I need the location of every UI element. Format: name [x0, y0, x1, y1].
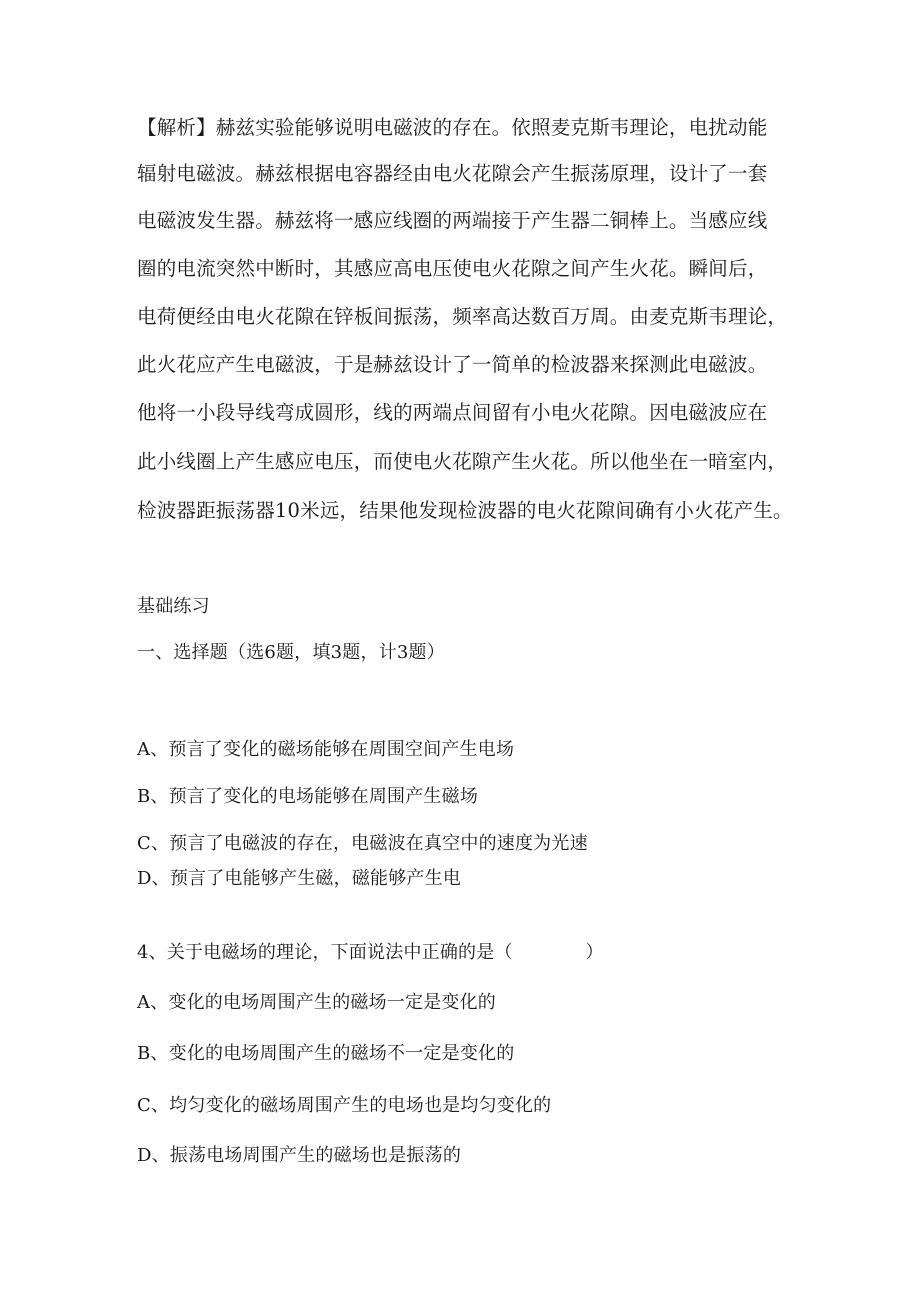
- option-d: D、预言了电能够产生磁，磁能够产生电: [137, 868, 462, 889]
- question4-stem: 4、关于电磁场的理论，下面说法中正确的是（ ）: [137, 942, 604, 963]
- analysis-line: 他将一小段导线弯成圆形，线的两端点间留有小电火花隙。因电磁波应在: [137, 401, 768, 424]
- section-subtitle: 一、选择题（选6题，填3题，计3题）: [137, 642, 445, 663]
- analysis-line: 此小线圈上产生感应电压，而使电火花隙产生火花。所以他坐在一暗室内，: [137, 450, 788, 473]
- option-c: C、均匀变化的磁场周围产生的电场也是均匀变化的: [137, 1095, 552, 1116]
- option-a: A、变化的电场周围产生的磁场一定是变化的: [137, 992, 496, 1013]
- section-title: 基础练习: [137, 596, 210, 617]
- analysis-line: 【解析】赫兹实验能够说明电磁波的存在。依照麦克斯韦理论，电扰动能: [137, 116, 768, 139]
- analysis-line: 电磁波发生器。赫兹将一感应线圈的两端接于产生器二铜棒上。当感应线: [137, 209, 768, 232]
- analysis-line: 圈的电流突然中断时，其感应高电压使电火花隙之间产生火花。瞬间后，: [137, 257, 768, 280]
- analysis-line: 此火花应产生电磁波，于是赫兹设计了一简单的检波器来探测此电磁波。: [137, 353, 768, 376]
- option-a: A、预言了变化的磁场能够在周围空间产生电场: [137, 739, 515, 760]
- option-b: B、预言了变化的电场能够在周围产生磁场: [137, 786, 479, 807]
- option-d: D、振荡电场周围产生的磁场也是振荡的: [137, 1145, 462, 1166]
- analysis-line: 检波器距振荡器10米远，结果他发现检波器的电火花隙间确有小火花产生。: [137, 499, 793, 522]
- option-b: B、变化的电场周围产生的磁场不一定是变化的: [137, 1043, 515, 1064]
- analysis-line: 辐射电磁波。赫兹根据电容器经由电火花隙会产生振荡原理，设计了一套: [137, 162, 768, 185]
- analysis-line: 电荷便经由电火花隙在锌板间振荡，频率高达数百万周。由麦克斯韦理论，: [137, 305, 788, 328]
- option-c: C、预言了电磁波的存在，电磁波在真空中的速度为光速: [137, 833, 588, 854]
